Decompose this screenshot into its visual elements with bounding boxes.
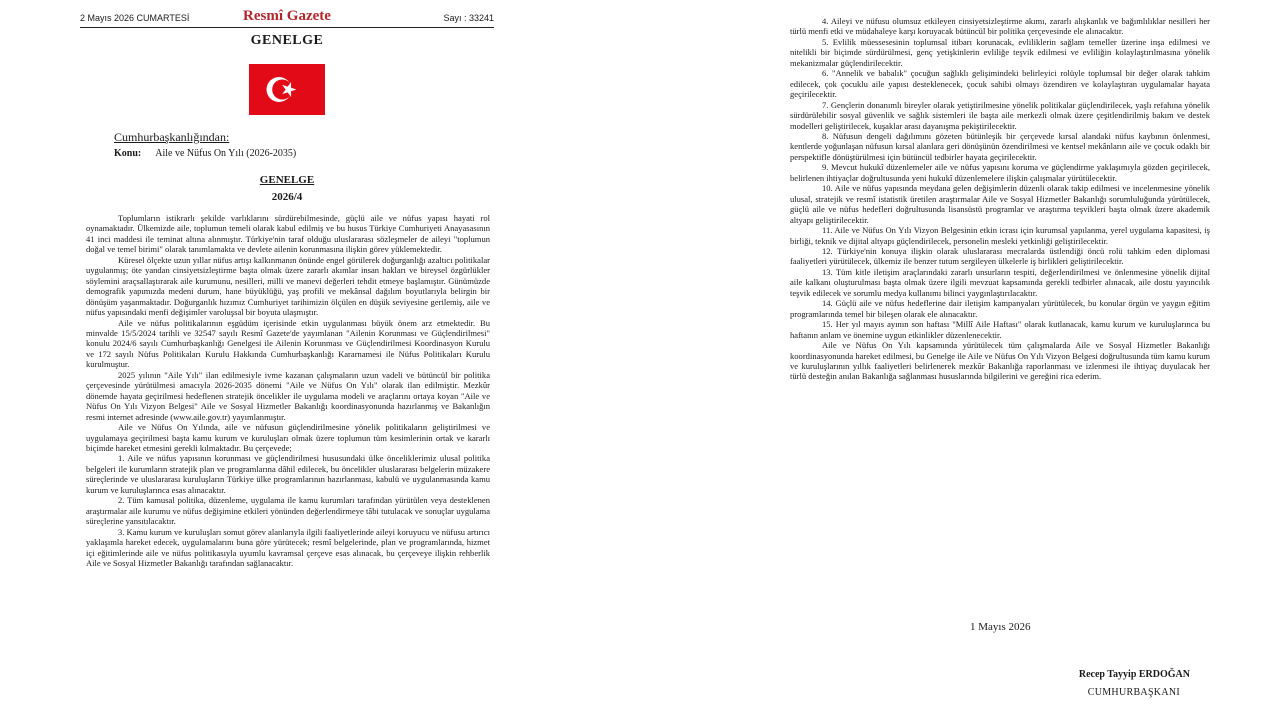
list-item: 13. Tüm kitle iletişim araçlarındaki zararlı unsurların tespiti, değerlendirilmesi ve önlenmesine yönelik dijital aile kalkanı oluşturulması başta olmak üzere ilgili mevzuat kapsamında gerekli tedbirler alınacak, aile dostu yayıncılık teşvik edilecek ve sorumlu medya kullanımı bilinci yaygınlaştırılacaktır. [790,266,1210,298]
list-item: 10. Aile ve nüfus yapısında meydana gelen değişimlerin düzenli olarak takip edilmesi ve incelenmesine yönelik ulusal, stratejik ve resmî istatistik üretilen araştırmalar Aile ve Sosyal Hizmetler Bakanlığı sorumluluğunda yürütülecek, güçlü aile ve nüfus hedefleri doğrultusunda lisansüstü programlar ve araştırma teşvikleri başta olmak üzere akademik altyapı geliştirilecektir. [790,183,1210,225]
subject-line [114,148,296,159]
signatory-title: CUMHURBAŞKANI [1087,687,1180,698]
circular-title: GENELGE [259,174,315,186]
signature-date: 1 Mayıs 2026 [970,621,1031,633]
list-item: 9. Mevcut hukukî düzenlemeler aile ve nüfus yapısını koruma ve güçlendirme yaklaşımıyla gözden geçirilecek, belirlenen ihtiyaçlar doğrultusunda yeni hukukî düzenlemelere ilişkin çalışmalar yürütülecektir. [790,162,1210,183]
crescent-and-star-icon [249,64,325,115]
closing-paragraph: Aile ve Nüfus On Yılı kapsamında yürütülecek tüm çalışmalarda Aile ve Sosyal Hizmetler Bakanlığı koordinasyonunda hareket edilmesi, bu Genelge ile Aile ve Nüfus On Yılı Vizyon Belgesi doğrultusunda tüm kamu kurum ve kuruluşlarının yıllık faaliyetleri belirlenerek mezkûr Bakanlığa raporlanması ve izlenmesi ile ihtiyaç duyulacak her türlü desteğin anılan Bakanlığa sağlanması hususlarında bilgilerini ve gereğini rica ederim. [790,340,1210,382]
list-item: 8. Nüfusun dengeli dağılımını gözeten bütünleşik bir çerçevede kırsal alandaki nüfus kaybının önlenmesi, kentlerde yoğunlaşan nüfusun kırsal alanlara geri dönüşünün özendirilmesi ve kentsel mekânların aile ve çocuk odaklı bir perspektifle dönüştürülmesi için bütüncül tedbirler hayata geçirilecektir. [790,130,1210,162]
list-item: 11. Aile ve Nüfus On Yılı Vizyon Belgesinin etkin icrası için kurumsal yapılanma, yerel uygulama kapasitesi, iş birliği, teknik ve dijital altyapı güçlendirilecek, personelin mesleki yetkinliği geliştirilecektir. [790,225,1210,246]
gazette-title: Resmî Gazete [243,8,331,24]
list-item: 2. Tüm kamusal politika, düzenleme, uygulama ile kamu kurumları tarafından yürütülen veya desteklenen araştırmalar aile kurumu ve nüfus değişimine etkileri yönünden değerlendirmeye tâbi tutulacak ve sonuçlar uygulama süreçlerine yansıtılacaktır. [86,495,490,527]
subject-text: Aile ve Nüfus On Yılı (2026-2035) [155,148,297,159]
gazette-header [80,8,494,28]
left-body [86,213,490,568]
paragraph: 2025 yılının "Aile Yılı" ilan edilmesiyle ivme kazanan çalışmaların uzun vadeli ve bütüncül bir politika çerçevesinde yürütülmesi amacıyla 2026-2035 dönemi "Aile ve Nüfus On Yılı" olarak ilan edilmiştir. Mezkûr dönemde hayata geçirilmesi hedeflenen stratejik öncelikler ile uygulama modeli ve araçlarını ortaya koyan "Aile ve Nüfus On Yılı Vizyon Belgesi" Aile ve Sosyal Hizmetler Bakanlığı koordinasyonunda hazırlanmış ve Bakanlığın resmi internet adresinde (www.aile.gov.tr) yayımlanmıştır. [86,369,490,422]
page-gap [500,0,780,720]
paragraph: Toplumların istikrarlı şekilde varlıklarını sürdürebilmesinde, güçlü aile ve nüfus yapısı hayati rol oynamaktadır. Ülkemizde aile, toplumun temeli olarak kabul edilmiş ve bu husus Türkiye Cumhuriyeti Anayasasının 41 inci maddesi ile teminat altına alınmıştır. Türkiye'nin taraf olduğu uluslararası sözleşmeler de aileyi "toplumun doğal ve temel birimi" olarak tanımlamakta ve devlete ailenin korunmasına ilişkin görev yüklemektedir. [86,213,490,255]
signatory-name: Recep Tayyip ERDOĞAN [1078,669,1190,680]
subject-label: Konu: [114,148,142,159]
list-item: 4. Aileyi ve nüfusu olumsuz etkileyen cinsiyetsizleştirme akımı, zararlı alışkanlık ve bağımlılıklar nesilleri her türlü menfi etki ve müdahaleye karşı koruyacak bütüncül bir politika çerçevesinde ele alınacaktır. [790,16,1210,37]
header-date: 2 Mayıs 2026 CUMARTESİ [80,13,190,23]
list-item: 3. Kamu kurum ve kuruluşları somut görev alanlarıyla ilgili faaliyetlerinde aileyi koruyucu ve nüfusu artırıcı yaklaşımla hareket edecek, uygulamalarını buna göre yürütecek; resmî belgelerinde, plan ve programlarında, hizmet içi eğitimlerinde aile ve nüfus politikasıyla uyumlu kavramsal çerçeve esas alınacak, bu çerçeveye ilişkin rehberlik Aile ve Sosyal Hizmetler Bakanlığı tarafından sağlanacaktır. [86,526,490,568]
circular-number: 2026/4 [271,191,303,203]
list-item: 15. Her yıl mayıs ayının son haftası "Millî Aile Haftası" olarak kutlanacak, kamu kurum ve kuruluşlarınca bu haftanın anlam ve önemine uygun etkinlikler düzenlenecektir. [790,319,1210,340]
list-item: 7. Gençlerin donanımlı bireyler olarak yetiştirilmesine yönelik politikalar güçlendirilecek, yaşlı refahına yönelik sürdürülebilir sosyal güvenlik ve sağlık sistemleri ile başta aile merkezli olmak üzere çeşitlendirilmiş bakım ve destek modelleri geliştirilecek, kuşaklar arası dayanışma pekiştirilecektir. [790,99,1210,131]
left-page [70,0,500,720]
main-title: GENELGE [250,33,324,48]
list-item: 1. Aile ve nüfus yapısının korunması ve güçlendirilmesi hususundaki ülke önceliklerimiz ulusal politika belgeleri ile kurumların stratejik plan ve programlarına dâhil edilecek, bu öncelikler uluslararası belgelerin müzakere süreçlerinde ve uluslararası kuruluşların Türkiye ülke programlarının hazırlanması, kabulü ve uygulanmasında kamu kurum ve kuruluşlarınca esas alınacaktır. [86,453,490,495]
turkish-flag [249,64,325,115]
paragraph: Aile ve nüfus politikalarının eşgüdüm içerisinde etkin uygulanması büyük önem arz etmektedir. Bu minvalde 15/5/2024 tarihli ve 32547 sayılı Resmî Gazete'de yayımlanan "Ailenin Korunması ve Güçlendirilmesi" konulu 2024/6 sayılı Cumhurbaşkanlığı Genelgesi ile Ailenin Korunması ve Güçlendirilmesi Koordinasyon Kurulu ve 172 sayılı Nüfus Politikaları Kurulu Hakkında Cumhurbaşkanlığı Kararnamesi ile Nüfus Politikaları Kurulu kurulmuştur. [86,317,490,370]
list-item: 5. Evlilik müessesesinin toplumsal itibarı korunacak, evliliklerin sağlam temeller üzerine inşa edilmesi ve nitelikli bir biçimde sürdürülmesi, genç yetişkinlerin evliliğe teşvik edilmesi ve evliliğin kolaylaştırılmasına yönelik mekanizmalar güçlendirilecektir. [790,36,1210,68]
issuer-line: Cumhurbaşkanlığından: [114,130,230,144]
paragraph: Aile ve Nüfus On Yılında, aile ve nüfusun güçlendirilmesine yönelik politikaların geliştirilmesi ve uygulamaya geçirilmesi başta kamu kurum ve kuruluşları olmak üzere toplumun tüm kesimlerinin ortak ve kararlı biçimde hareket etmesini gerekli kılmaktadır. Bu çerçevede; [86,422,490,453]
list-item: 14. Güçlü aile ve nüfus hedeflerine dair iletişim kampanyaları yürütülecek, bu konular örgün ve yaygın eğitim programlarında temel bir bileşen olarak ele alınacaktır. [790,298,1210,319]
right-page [780,0,1220,720]
paragraph: Küresel ölçekte uzun yıllar nüfus artışı kalkınmanın önünde engel görülerek doğurganlığı azaltıcı politikalar uygulanmış; öte yandan cinsiyetsizleştirme başta olmak üzere zararlı akımlar insan hakları ve bireysel özgürlükler söylemini araçsallaştırarak aile kurumunu, nesilleri, milli ve manevi değerleri tehdit etmeye başlamıştır. Günümüzde demografik yapımızda medeni durum, hane büyüklüğü, yaş profili ve mekânsal dağılım boyutlarıyla belirgin bir dönüşüm yaşanmaktadır. Doğurganlık hızımız Cumhuriyet tarihimizin ölçülen en düşük seviyesine gerilemiş, aile ve nüfus yapısındaki menfi değişimler varoluşsal bir boyuta ulaşmıştır. [86,254,490,318]
list-item: 6. "Annelik ve babalık" çocuğun sağlıklı gelişimindeki belirleyici rolüyle toplumsal bir değer olarak tahkim edilecek, çok çocuklu aile yapısı desteklenecek, çocuk sahibi olmayı özendiren ve kolaylaştıran uygulamalar hayata geçirilecektir. [790,68,1210,100]
right-body [790,16,1210,382]
header-rule [80,27,494,28]
list-item: 12. Türkiye'nin konuya ilişkin olarak uluslararası mecralarda üstlendiği öncü rolü tahkim eden diplomasi faaliyetleri yürütülecek, ülkemiz ile benzer tutum sergileyen ülkelerle iş birlikleri geliştirilecektir. [790,245,1210,267]
issue-number: Sayı : 33241 [443,13,494,23]
